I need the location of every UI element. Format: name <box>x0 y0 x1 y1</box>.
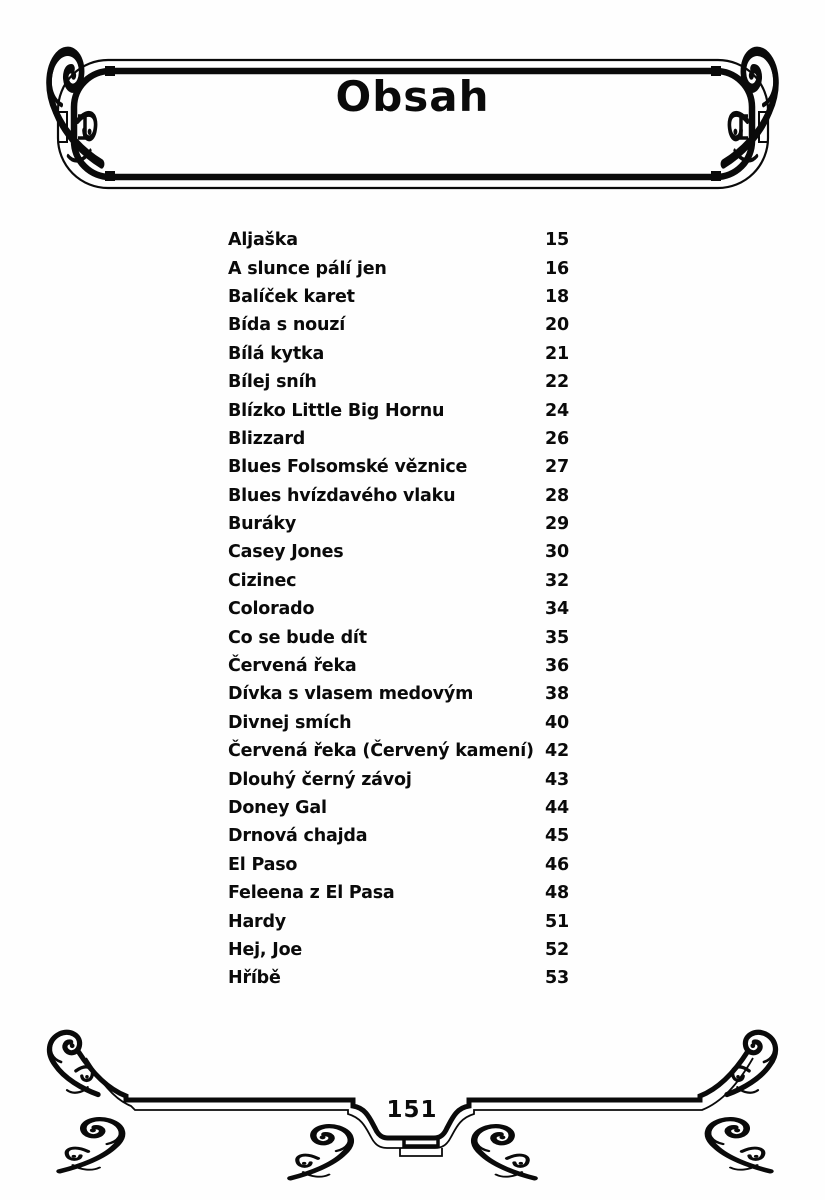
toc-entry <box>228 425 600 453</box>
toc-entry <box>228 964 600 992</box>
toc-entry <box>228 623 600 651</box>
toc-entry-title: Drnová chajda <box>228 826 368 847</box>
toc-entry-title: Feleena z El Pasa <box>228 883 395 904</box>
toc-entry <box>228 453 600 481</box>
toc-entry-title: Hej, Joe <box>228 939 303 960</box>
toc-entry-page: 40 <box>545 712 569 733</box>
toc-entry-page: 29 <box>545 514 569 535</box>
scroll-flourish-icon-footer-center-left <box>290 1126 350 1178</box>
toc-entry <box>228 340 600 368</box>
toc-entry-page: 18 <box>545 286 569 307</box>
toc-entry-page: 28 <box>545 485 569 506</box>
toc-entry <box>228 822 600 850</box>
toc-entry <box>228 907 600 935</box>
toc-entry-page: 20 <box>545 315 569 336</box>
toc-entry-title: Bída s nouzí <box>228 315 345 336</box>
toc-entry-page: 44 <box>545 798 569 818</box>
toc-entry-title: Červená řeka (Červený kamení) <box>228 741 534 762</box>
toc-entry <box>228 567 600 595</box>
toc-entry-title: Divnej smích <box>228 712 352 733</box>
toc-entry-page: 53 <box>545 968 569 989</box>
toc-entry-page: 51 <box>545 911 569 932</box>
toc-entry <box>228 482 600 510</box>
toc-entry <box>228 510 600 538</box>
toc-entry-title: Červená řeka <box>228 656 357 677</box>
toc-entry <box>228 879 600 907</box>
toc-entry-page: 34 <box>545 599 569 620</box>
toc-entry <box>228 765 600 793</box>
toc-entry-title: Blues Folsomské věznice <box>228 457 468 478</box>
toc-entry-title: Blizzard <box>228 428 306 449</box>
toc-entry <box>228 851 600 879</box>
toc-entry <box>228 794 600 822</box>
toc-entry-title: Hardy <box>228 911 287 932</box>
toc-entry-title: Cizinec <box>228 570 297 591</box>
toc-entry-title: Co se bude dít <box>228 627 367 648</box>
toc-entry-title: Doney Gal <box>228 798 327 818</box>
toc-entry-page: 52 <box>545 939 569 960</box>
toc-entry <box>228 368 600 396</box>
toc-entry-title: Casey Jones <box>228 542 344 563</box>
toc-entry-page: 15 <box>545 230 569 251</box>
toc-entry-title: Blues hvízdavého vlaku <box>228 485 456 506</box>
toc-entry <box>228 538 600 566</box>
toc-entry <box>228 652 600 680</box>
toc-entry-title: Blízko Little Big Hornu <box>228 400 445 421</box>
toc-entry-title: Bílá kytka <box>228 343 325 364</box>
toc-entry-page: 45 <box>545 826 569 847</box>
toc-entry <box>228 709 600 737</box>
toc-entry-title: El Paso <box>228 854 298 875</box>
toc-entry-page: 22 <box>545 372 569 393</box>
toc-entry <box>228 936 600 964</box>
toc-entry-page: 30 <box>545 542 569 563</box>
toc-entry <box>228 226 600 254</box>
toc-entry-title: A slunce pálí jen <box>228 258 387 279</box>
toc-entry-page: 21 <box>545 343 569 364</box>
toc-entry <box>228 737 600 765</box>
toc-entry-title: Bílej sníh <box>228 372 317 393</box>
toc-entry <box>228 254 600 282</box>
scroll-flourish-icon-footer-bottom-right <box>708 1119 770 1171</box>
toc-entry-page: 48 <box>545 883 569 904</box>
toc-entry-title: Balíček karet <box>228 286 355 307</box>
toc-entry-page: 38 <box>545 684 569 705</box>
toc-entry-title: Dívka s vlasem medovým <box>228 684 474 705</box>
page-number: 151 <box>386 1097 438 1123</box>
toc-entry-title: Dlouhý černý závoj <box>228 769 412 790</box>
toc-entry-page: 26 <box>545 428 569 449</box>
toc-entry-page: 46 <box>545 854 569 875</box>
scroll-flourish-icon-footer-top-left <box>49 1032 98 1094</box>
scroll-flourish-icon-footer-center-right <box>474 1126 534 1178</box>
toc-entry-page: 27 <box>545 457 569 478</box>
toc-entry <box>228 595 600 623</box>
toc-entry <box>228 283 600 311</box>
scroll-flourish-icon-footer-bottom-left <box>60 1119 122 1171</box>
toc-entry-title: Hříbě <box>228 968 281 989</box>
toc-entry-page: 42 <box>545 741 569 762</box>
page-title: Obsah <box>335 72 490 121</box>
toc-entry-title: Colorado <box>228 599 315 620</box>
toc-entry-page: 36 <box>545 656 569 677</box>
toc-entry <box>228 680 600 708</box>
toc-entry-page: 43 <box>545 769 569 790</box>
toc-entry <box>228 396 600 424</box>
toc-entry-page: 16 <box>545 258 569 279</box>
toc-entry-title: Buráky <box>228 514 297 535</box>
toc-entry-page: 35 <box>545 627 569 648</box>
toc-list <box>228 226 600 993</box>
toc-entry-page: 24 <box>545 400 569 421</box>
toc-entry-title: Aljaška <box>228 230 298 251</box>
toc-entry <box>228 311 600 339</box>
toc-entry-page: 32 <box>545 570 569 591</box>
